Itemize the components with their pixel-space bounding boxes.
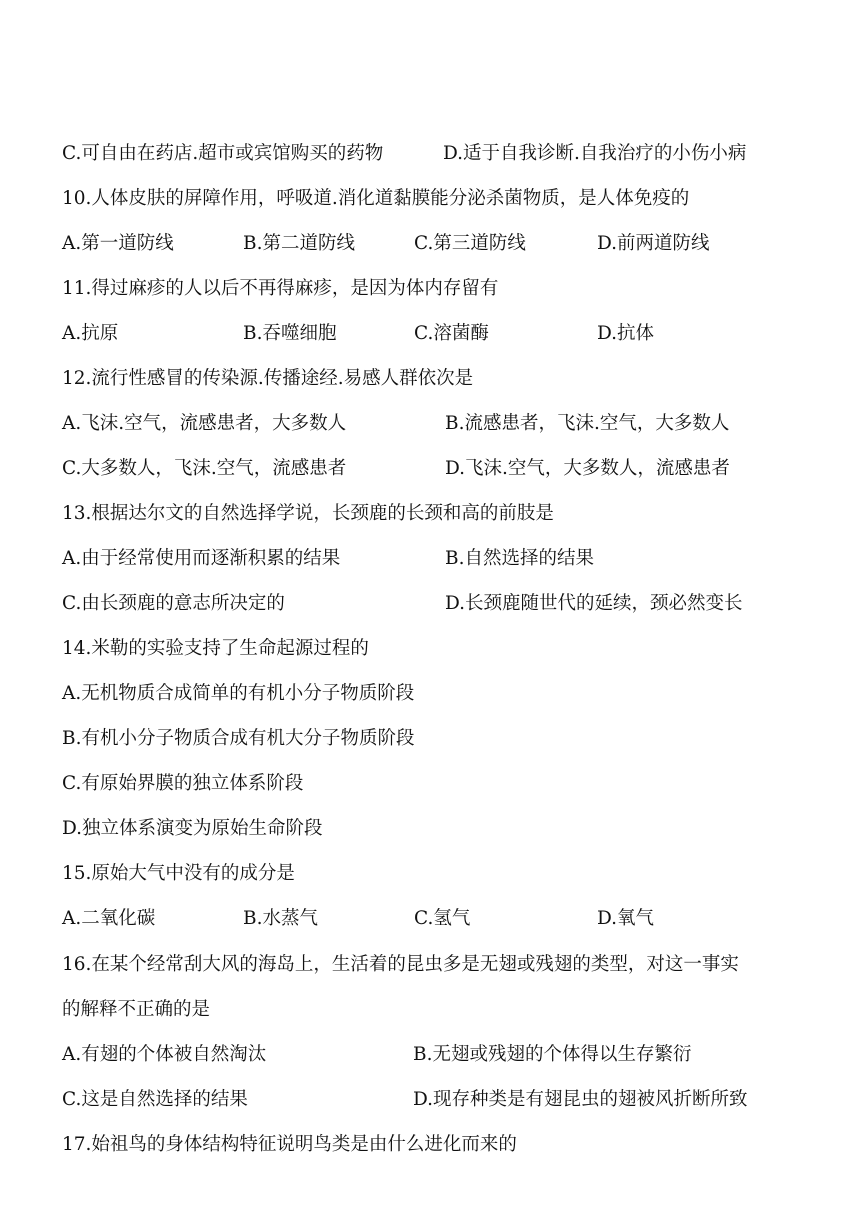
q15-option-d: D.氧气 xyxy=(597,908,655,929)
q13-option-b: B.自然选择的结果 xyxy=(445,548,594,569)
q11-option-c: C.溶菌酶 xyxy=(414,323,489,344)
q14-stem: 14.米勒的实验支持了生命起源过程的 xyxy=(62,638,369,659)
q16-option-d: D.现存种类是有翅昆虫的翅被风折断所致 xyxy=(413,1089,748,1110)
q16-stem-line-2: 的解释不正确的是 xyxy=(62,999,211,1020)
q15-option-b: B.水蒸气 xyxy=(243,908,318,929)
q15-stem: 15.原始大气中没有的成分是 xyxy=(62,863,295,884)
q16-option-a: A.有翅的个体被自然淘汰 xyxy=(62,1044,267,1065)
q17-stem: 17.始祖鸟的身体结构特征说明鸟类是由什么进化而来的 xyxy=(62,1134,517,1155)
q13-option-a: A.由于经常使用而逐渐积累的结果 xyxy=(62,548,341,569)
q9-option-c: C.可自由在药店.超市或宾馆购买的药物 xyxy=(62,143,384,164)
q16-option-b: B.无翅或残翅的个体得以生存繁衍 xyxy=(413,1044,692,1065)
q13-stem: 13.根据达尔文的自然选择学说，长颈鹿的长颈和高的前肢是 xyxy=(62,503,554,524)
q14-option-c: C.有原始界膜的独立体系阶段 xyxy=(62,773,304,794)
q11-option-a: A.抗原 xyxy=(62,323,119,344)
q14-option-d: D.独立体系演变为原始生命阶段 xyxy=(62,818,323,839)
q10-option-a: A.第一道防线 xyxy=(62,233,174,254)
q10-option-b: B.第二道防线 xyxy=(243,233,355,254)
q12-option-c: C.大多数人，飞沫.空气，流感患者 xyxy=(62,458,347,479)
q9-option-d: D.适于自我诊断.自我治疗的小伤小病 xyxy=(443,143,747,164)
q11-option-b: B.吞噬细胞 xyxy=(243,323,337,344)
q13-option-d: D.长颈鹿随世代的延续，颈必然变长 xyxy=(445,593,743,614)
q13-option-c: C.由长颈鹿的意志所决定的 xyxy=(62,593,285,614)
q10-stem: 10.人体皮肤的屏障作用，呼吸道.消化道黏膜能分泌杀菌物质，是人体免疫的 xyxy=(62,188,690,209)
q12-option-d: D.飞沫.空气，大多数人，流感患者 xyxy=(445,458,730,479)
q12-option-b: B.流感患者，飞沫.空气，大多数人 xyxy=(445,413,730,434)
q11-stem: 11.得过麻疹的人以后不再得麻疹，是因为体内存留有 xyxy=(62,278,499,299)
q16-stem-line-1: 16.在某个经常刮大风的海岛上，生活着的昆虫多是无翅或残翅的类型，对这一事实 xyxy=(62,954,739,975)
q12-option-a: A.飞沫.空气，流感患者，大多数人 xyxy=(62,413,347,434)
q12-stem: 12.流行性感冒的传染源.传播途经.易感人群依次是 xyxy=(62,368,474,389)
q15-option-c: C.氢气 xyxy=(414,908,471,929)
q16-option-c: C.这是自然选择的结果 xyxy=(62,1089,248,1110)
q15-option-a: A.二氧化碳 xyxy=(62,908,156,929)
q14-option-b: B.有机小分子物质合成有机大分子物质阶段 xyxy=(62,728,415,749)
q11-option-d: D.抗体 xyxy=(597,323,655,344)
q10-option-c: C.第三道防线 xyxy=(414,233,526,254)
q14-option-a: A.无机物质合成简单的有机小分子物质阶段 xyxy=(62,683,415,704)
q10-option-d: D.前两道防线 xyxy=(597,233,710,254)
